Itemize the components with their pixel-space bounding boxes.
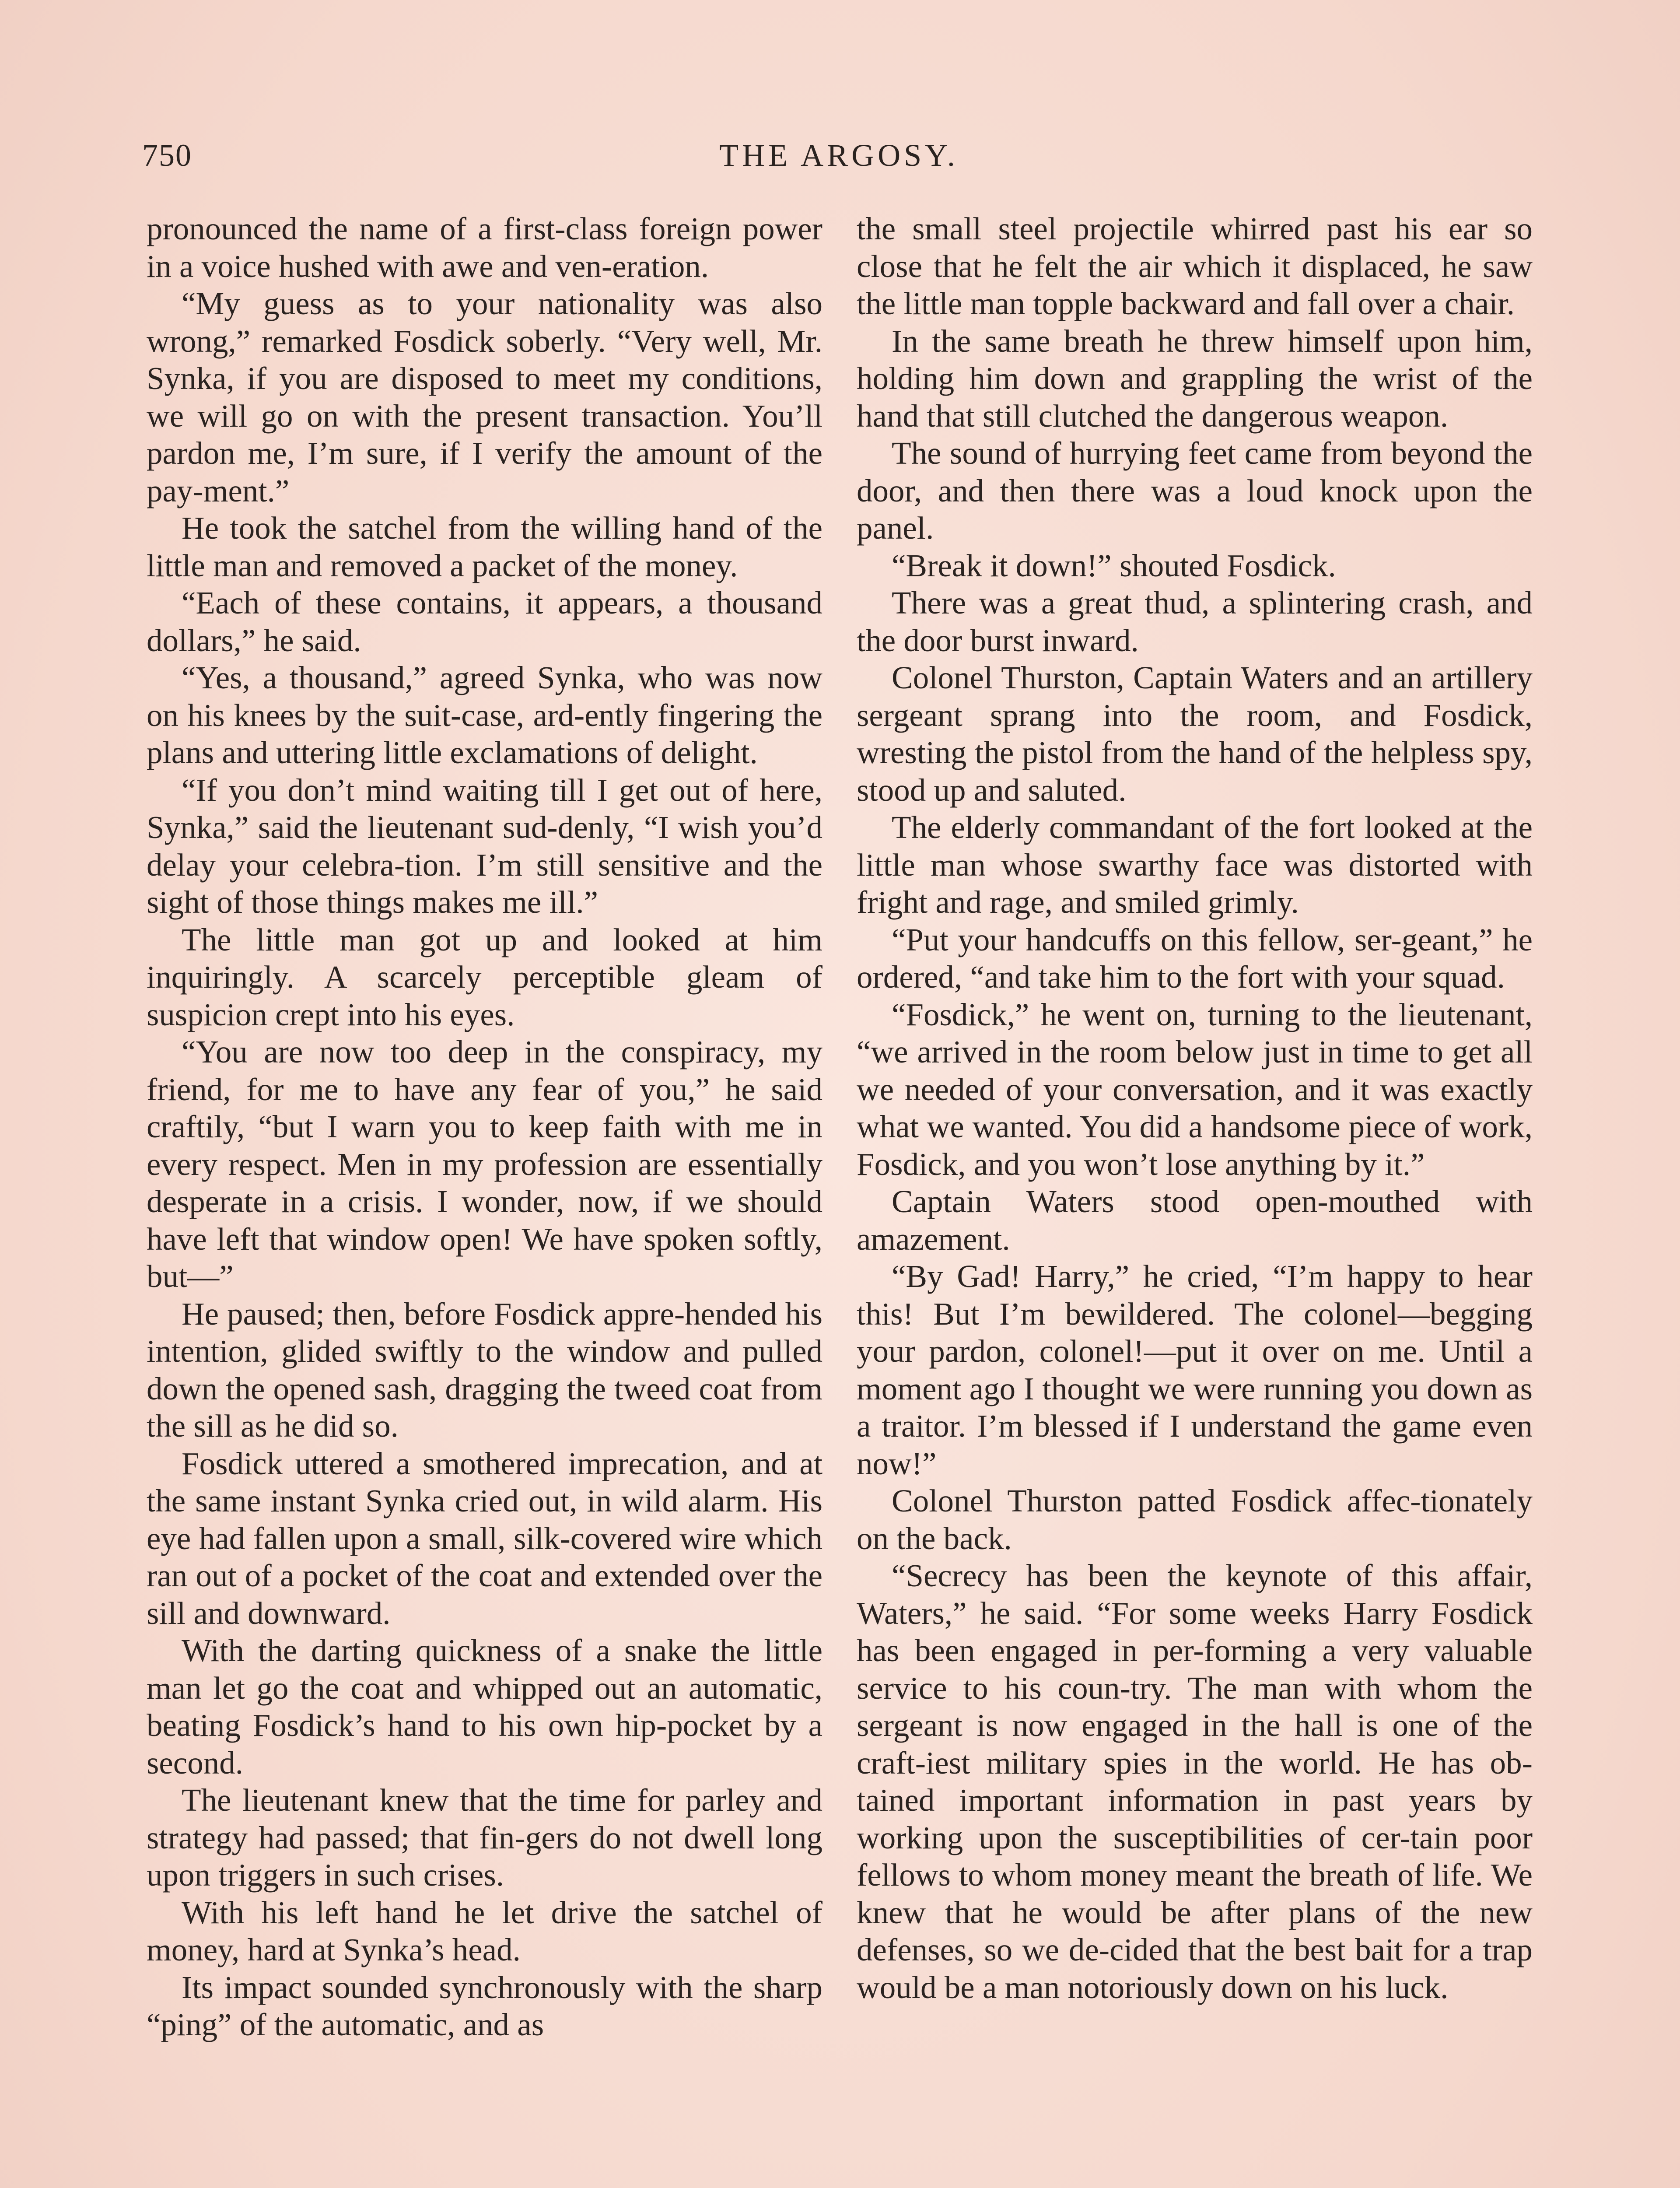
paragraph: The lieutenant knew that the time for parley and strategy had passed; that fin-gers do not dwell long upon triggers in such crises. bbox=[147, 1782, 822, 1893]
text-column-right bbox=[857, 210, 1533, 2006]
paragraph: The elderly commandant of the fort looked at the little man whose swarthy face was distorted with fright and rage, and smiled grimly. bbox=[857, 810, 1533, 920]
paragraph: “Each of these contains, it appears, a thousand dollars,” he said. bbox=[147, 585, 822, 658]
paragraph: “Secrecy has been the keynote of this affair, Waters,” he said. “For some weeks Harry Fosdick has been engaged in per-forming a very valuable service to his coun-try. The man with whom the sergeant is now engaged in the hall is one of the craft-iest military spies in the world. He has ob-tained important information in past years by working upon the susceptibilities of cer-tain poor fellows to whom money meant the breath of life. We knew that he would be after plans of the new defenses, so we de-cided that the best bait for a trap would be a man notoriously down on his luck. bbox=[857, 1558, 1533, 2005]
paragraph: With his left hand he let drive the satchel of money, hard at Synka’s head. bbox=[147, 1894, 822, 1967]
paragraph: “You are now too deep in the conspiracy, my friend, for me to have any fear of you,” he said craftily, “but I warn you to keep faith with me in every respect. Men in my profession are essentially desperate in a crisis. I wonder, now, if we should have left that window open! We have spoken softly, but—” bbox=[147, 1034, 822, 1294]
paragraph: “Yes, a thousand,” agreed Synka, who was now on his knees by the suit-case, ard-ently fingering the plans and uttering little exclamations of delight. bbox=[147, 660, 822, 770]
paragraph: “By Gad! Harry,” he cried, “I’m happy to hear this! But I’m bewildered. The colonel—begging your pardon, colonel!—put it over on me. Until a moment ago I thought we were running you down as a traitor. I’m blessed if I understand the game even now!” bbox=[857, 1259, 1533, 1481]
paragraph: “Break it down!” shouted Fosdick. bbox=[892, 547, 1336, 583]
paragraph: The little man got up and looked at him inquiringly. A scarcely perceptible gleam of suspicion crept into his eyes. bbox=[147, 922, 822, 1032]
paragraph: “Put your handcuffs on this fellow, ser-geant,” he ordered, “and take him to the fort with your squad. bbox=[857, 922, 1533, 995]
paragraph: Colonel Thurston patted Fosdick affec-tionately on the back. bbox=[857, 1483, 1533, 1556]
paragraph: He took the satchel from the willing hand of the little man and removed a packet of the money. bbox=[147, 510, 822, 583]
paragraph: “My guess as to your nationality was also wrong,” remarked Fosdick soberly. “Very well, Mr. Synka, if you are disposed to meet my conditions, we will go on with the present transaction. You’ll pardon me, I’m sure, if I verify the amount of the pay-ment.” bbox=[147, 286, 822, 508]
paragraph: pronounced the name of a first-class foreign power in a voice hushed with awe and ven-eration. bbox=[147, 211, 822, 284]
running-head bbox=[142, 129, 1536, 182]
page-number: 750 bbox=[142, 138, 192, 173]
paragraph: the small steel projectile whirred past his ear so close that he felt the air which it displaced, he saw the little man topple backward and fall over a chair. bbox=[857, 211, 1533, 321]
paragraph: “If you don’t mind waiting till I get out of here, Synka,” said the lieutenant sud-denly, “I wish you’d delay your celebra-tion. I’m still sensitive and the sight of those things makes me ill.” bbox=[147, 772, 822, 920]
paragraph: “Fosdick,” he went on, turning to the lieutenant, “we arrived in the room below just in time to get all we needed of your conversation, and it was exactly what we wanted. You did a handsome piece of work, Fosdick, and you won’t lose anything by it.” bbox=[857, 996, 1533, 1182]
text-column-left bbox=[147, 210, 822, 2044]
paragraph: There was a great thud, a splintering crash, and the door burst inward. bbox=[857, 585, 1533, 658]
paragraph: Captain Waters stood open-mouthed with amazement. bbox=[857, 1184, 1533, 1257]
paragraph: The sound of hurrying feet came from beyond the door, and then there was a loud knock upon the panel. bbox=[857, 435, 1533, 546]
paragraph: Its impact sounded synchronously with the sharp “ping” of the automatic, and as bbox=[147, 1969, 822, 2042]
paragraph: With the darting quickness of a snake the little man let go the coat and whipped out an automatic, beating Fosdick’s hand to his own hip-pocket by a second. bbox=[147, 1633, 822, 1781]
paragraph: He paused; then, before Fosdick appre-hended his intention, glided swiftly to the window and pulled down the opened sash, dragging the tweed coat from the sill as he did so. bbox=[147, 1296, 822, 1444]
running-title: THE ARGOSY. bbox=[719, 138, 959, 173]
paragraph: In the same breath he threw himself upon him, holding him down and grappling the wrist of the hand that still clutched the dangerous weapon. bbox=[857, 323, 1533, 434]
paragraph: Fosdick uttered a smothered imprecation, and at the same instant Synka cried out, in wild alarm. His eye had fallen upon a small, silk-covered wire which ran out of a pocket of the coat and extended over the sill and downward. bbox=[147, 1445, 822, 1631]
paragraph: Colonel Thurston, Captain Waters and an artillery sergeant sprang into the room, and Fosdick, wresting the pistol from the hand of the helpless spy, stood up and saluted. bbox=[857, 660, 1533, 808]
